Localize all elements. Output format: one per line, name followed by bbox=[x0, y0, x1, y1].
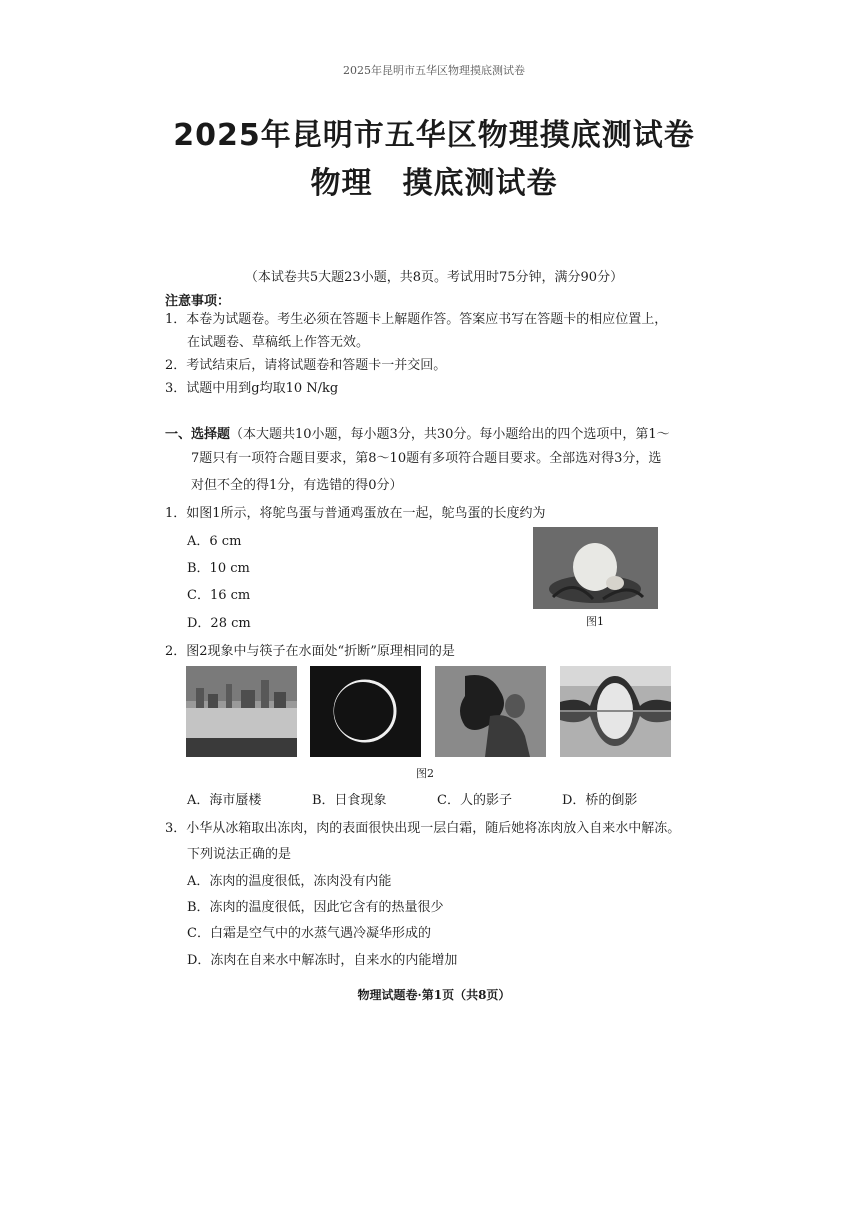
question-3-stem-cont: 下列说法正确的是 bbox=[187, 847, 292, 862]
section-1-line-3: 对但不全的得1分，有选错的得0分） bbox=[191, 478, 403, 493]
notice-item-3: 3．试题中用到g均取10 N/kg bbox=[165, 381, 339, 396]
figure-1-caption: 图1 bbox=[586, 615, 604, 628]
exam-title: 2025年昆明市五华区物理摸底测试卷 bbox=[173, 118, 695, 153]
section-1-heading: 一、选择题 bbox=[165, 427, 231, 442]
figure-2-caption: 图2 bbox=[416, 767, 434, 780]
question-3-stem: 3．小华从冰箱取出冻肉，肉的表面很快出现一层白霜，随后她将冻肉放入自来水中解冻。 bbox=[165, 821, 681, 836]
exam-intro: （本试卷共5大题23小题，共8页。考试用时75分钟，满分90分） bbox=[244, 270, 624, 285]
q1-option-d: D．28 cm bbox=[187, 616, 251, 631]
section-1-line-2: 7题只有一项符合题目要求，第8～10题有多项符合题目要求。全部选对得3分，选 bbox=[191, 451, 662, 466]
page-footer: 物理试题卷·第1页（共8页） bbox=[357, 988, 511, 1002]
question-2-stem: 2．图2现象中与筷子在水面处“折断”原理相同的是 bbox=[165, 644, 455, 659]
q3-option-d: D．冻肉在自来水中解冻时，自来水的内能增加 bbox=[187, 953, 458, 968]
q2-option-c: C．人的影子 bbox=[437, 793, 512, 808]
q3-option-c: C．白霜是空气中的水蒸气遇冷凝华形成的 bbox=[187, 926, 431, 941]
exam-subtitle bbox=[0, 158, 868, 202]
q1-option-c: C．16 cm bbox=[187, 588, 251, 603]
notice-item-1-cont: 在试题卷、草稿纸上作答无效。 bbox=[187, 335, 370, 350]
q1-option-a: A．6 cm bbox=[187, 534, 242, 549]
question-1-stem: 1．如图1所示，将鸵鸟蛋与普通鸡蛋放在一起，鸵鸟蛋的长度约为 bbox=[165, 506, 546, 521]
page-header: 2025年昆明市五华区物理摸底测试卷 bbox=[343, 64, 525, 77]
figure-2-shadow-image bbox=[435, 666, 546, 757]
figure-2-bridge-reflection-image bbox=[560, 666, 671, 757]
q2-option-d: D．桥的倒影 bbox=[562, 793, 638, 808]
q1-option-b: B．10 cm bbox=[187, 561, 250, 576]
q2-option-a: A．海市蜃楼 bbox=[187, 793, 262, 808]
figure-2-eclipse-image bbox=[310, 666, 421, 757]
subtitle-subject: 物理 bbox=[310, 166, 373, 201]
notice-item-1: 1．本卷为试题卷。考生必须在答题卡上解题作答。答案应书写在答题卡的相应位置上， bbox=[165, 312, 668, 327]
figure-1-ostrich-egg-image bbox=[533, 527, 658, 609]
q2-option-b: B．日食现象 bbox=[312, 793, 387, 808]
section-1-desc: （本大题共10小题，每小题3分，共30分。每小题给出的四个选项中，第1～ bbox=[230, 427, 670, 442]
q3-option-a: A．冻肉的温度很低，冻肉没有内能 bbox=[187, 874, 392, 889]
notice-item-2: 2．考试结束后，请将试题卷和答题卡一并交回。 bbox=[165, 358, 447, 373]
figure-2-mirage-image bbox=[186, 666, 297, 757]
q3-option-b: B．冻肉的温度很低，因此它含有的热量很少 bbox=[187, 900, 444, 915]
section-1-line-1 bbox=[165, 423, 670, 442]
notice-heading: 注意事项： bbox=[165, 294, 231, 309]
subtitle-name: 摸底测试卷 bbox=[402, 166, 558, 201]
